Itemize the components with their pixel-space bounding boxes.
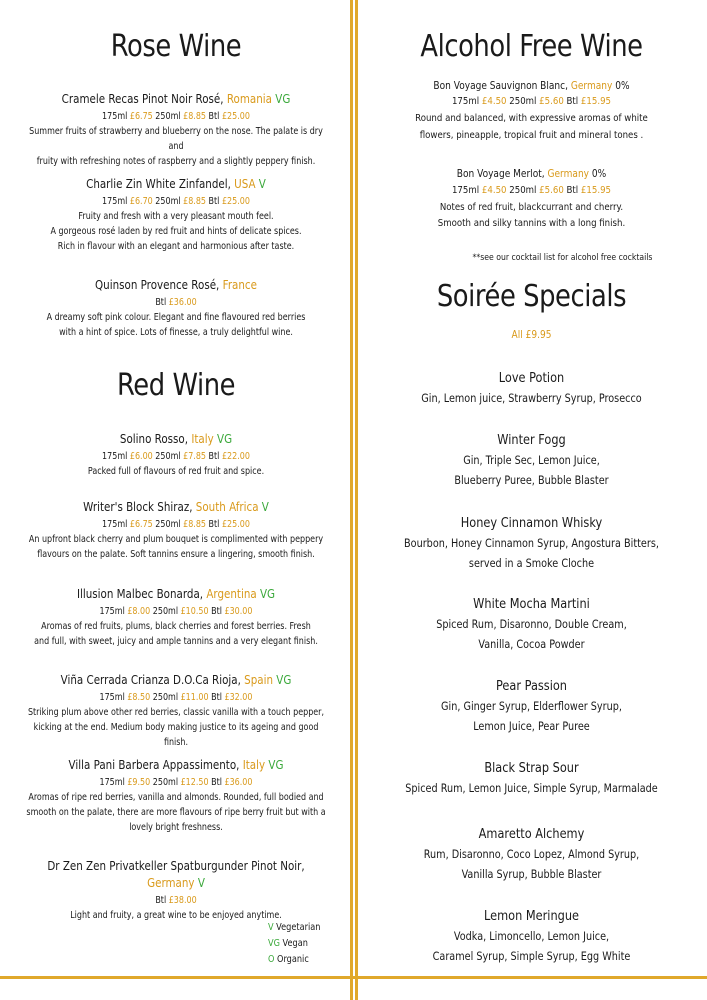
size-label: 250ml	[152, 519, 184, 530]
red-wine-item	[0, 586, 352, 649]
red-wine-item	[0, 499, 352, 562]
wine-description: and full, with sweet, juicy and ample tannins and a very elegant finish.	[34, 636, 318, 647]
rose-wine-heading: Rose Wine	[110, 29, 242, 64]
cocktail-name: White Mocha Martini	[473, 596, 590, 612]
cocktail-item	[356, 759, 707, 798]
alcohol-free-item	[356, 78, 707, 144]
price-value: £7.85	[183, 451, 207, 462]
cocktail-name: Love Potion	[498, 370, 565, 386]
size-label: Btl	[206, 451, 222, 462]
cocktail-ingredients: Spiced Rum, Lemon Juice, Simple Syrup, Marmalade	[405, 781, 658, 795]
price-value: £4.50	[481, 96, 507, 107]
diet-badge: VG	[276, 673, 292, 687]
price-value: £4.50	[481, 185, 507, 196]
wine-description: Smooth and silky tannins with a long finish.	[437, 218, 626, 229]
price-value: £5.60	[539, 96, 564, 107]
wine-name: Villa Pani Barbera Appassimento,	[68, 758, 243, 772]
red-wine-item	[0, 858, 352, 923]
cocktail-ingredients: Gin, Ginger Syrup, Elderflower Syrup,	[441, 699, 622, 713]
price-value: £9.50	[127, 777, 151, 788]
cocktail-item	[356, 514, 707, 573]
legend-label: Organic	[274, 954, 309, 965]
diet-badge: VG	[217, 432, 233, 446]
size-label: Btl	[155, 895, 169, 906]
wine-description: A gorgeous rosé laden by red fruit and hints of delicate spices.	[50, 226, 302, 237]
price-value: £6.75	[129, 519, 153, 530]
wine-description: Light and fruity, a great wine to be enjoyed anytime.	[70, 910, 282, 921]
cocktail-name: Winter Fogg	[497, 432, 566, 448]
size-label: 175ml	[451, 185, 482, 196]
price-value: £25.00	[221, 196, 250, 207]
price-value: £12.50	[180, 777, 209, 788]
cocktail-item	[356, 369, 707, 408]
wine-description: Fruity and fresh with a very pleasant mouth feel.	[78, 211, 274, 222]
price-value: £11.00	[180, 692, 209, 703]
diet-badge: VG	[259, 587, 276, 601]
cocktail-ingredients: Vanilla Syrup, Bubble Blaster	[461, 867, 602, 881]
wine-origin: Germany	[147, 876, 195, 890]
size-label: Btl	[563, 185, 581, 196]
rose-wine-item	[0, 91, 352, 169]
wine-description: with a hint of spice. Lots of finesse, a truly delightful wine.	[59, 327, 293, 338]
price-value: £8.85	[183, 519, 207, 530]
abv-label: 0%	[612, 80, 630, 92]
legend-key: V	[268, 922, 274, 933]
diet-badge: V	[261, 500, 269, 514]
wine-origin: Germany	[547, 168, 590, 180]
size-label: 250ml	[150, 777, 181, 788]
rose-wine-item	[0, 277, 352, 340]
size-label: Btl	[563, 96, 581, 107]
price-value: £5.60	[539, 185, 564, 196]
cocktail-ingredients: Gin, Lemon juice, Strawberry Syrup, Prosecco	[421, 391, 642, 405]
wine-description: Aromas of red fruits, plums, black cherries and forest berries. Fresh	[41, 621, 311, 632]
price-value: £32.00	[224, 692, 253, 703]
wine-name: Viña Cerrada Crianza D.O.Ca Rioja,	[60, 673, 245, 687]
wine-name: Charlie Zin White Zinfandel,	[86, 177, 235, 191]
price-value: £8.50	[127, 692, 151, 703]
legend-key: O	[268, 954, 275, 965]
price-value: £8.85	[183, 111, 207, 122]
wine-description: Notes of red fruit, blackcurrant and cherry.	[439, 202, 624, 213]
wine-origin: Spain	[244, 673, 273, 687]
rose-wine-item	[0, 176, 352, 254]
cocktail-item	[356, 907, 707, 966]
size-label: 250ml	[506, 185, 540, 196]
wine-description: lovely bright freshness.	[129, 822, 223, 833]
wine-description: Striking plum above other red berries, classic vanilla with a touch pepper,	[27, 707, 325, 718]
cocktail-name: Black Strap Sour	[484, 760, 579, 776]
cocktail-item	[356, 677, 707, 736]
wine-description: flavours on the palate. Soft tannins ensure a lingering, smooth finish.	[37, 549, 315, 560]
cocktail-ingredients: Caramel Syrup, Simple Syrup, Egg White	[432, 949, 631, 963]
wine-description: Packed full of flavours of red fruit and spice.	[87, 466, 265, 477]
cocktail-note: **see our cocktail list for alcohol free cocktails	[472, 253, 653, 263]
alcohol-free-heading: Alcohol Free Wine	[420, 29, 643, 64]
wine-description: An upfront black cherry and plum bouquet is complimented with peppery	[28, 534, 324, 545]
wine-origin: Italy	[191, 432, 214, 446]
cocktail-ingredients: Lemon Juice, Pear Puree	[473, 719, 590, 733]
abv-label: 0%	[589, 168, 607, 180]
diet-badge: V	[197, 876, 205, 890]
size-label: 175ml	[99, 606, 128, 617]
price-value: £15.95	[580, 185, 612, 196]
cocktail-name: Honey Cinnamon Whisky	[460, 515, 603, 531]
size-label: Btl	[208, 606, 225, 617]
price-value: £6.75	[129, 111, 153, 122]
cocktail-name: Amaretto Alchemy	[478, 826, 585, 842]
bottom-divider	[0, 976, 707, 979]
wine-origin: USA	[234, 177, 256, 191]
price-value: £25.00	[221, 519, 250, 530]
size-label: 250ml	[152, 196, 184, 207]
cocktail-item	[356, 431, 707, 490]
price-value: £6.70	[129, 196, 153, 207]
size-label: 175ml	[99, 692, 128, 703]
wine-description: Summer fruits of strawberry and blueberry on the nose. The palate is dry and	[29, 126, 323, 152]
wine-description: smooth on the palate, there are more flavours of ripe berry fruit but with a	[26, 807, 326, 818]
wine-description: Round and balanced, with expressive aromas of white	[415, 113, 648, 124]
red-wine-item	[0, 757, 352, 835]
size-label: Btl	[155, 297, 169, 308]
wine-name: Bon Voyage Sauvignon Blanc,	[433, 80, 571, 92]
cocktail-ingredients: Bourbon, Honey Cinnamon Syrup, Angostura Bitters,	[404, 536, 659, 550]
size-label: 250ml	[150, 692, 181, 703]
size-label: 250ml	[506, 96, 540, 107]
size-label: Btl	[208, 692, 225, 703]
diet-legend	[268, 920, 320, 968]
wine-name: Solino Rosso,	[119, 432, 192, 446]
size-label: 175ml	[102, 196, 130, 207]
wine-description: A dreamy soft pink colour. Elegant and fine flavoured red berries	[46, 312, 306, 323]
diet-badge: VG	[268, 758, 284, 772]
red-wine-heading: Red Wine	[116, 368, 236, 403]
legend-key: VG	[268, 938, 280, 949]
price-value: £6.00	[129, 451, 153, 462]
price-value: £22.00	[221, 451, 250, 462]
size-label: 250ml	[152, 111, 184, 122]
wine-description: fruity with refreshing notes of raspberry and a slightly peppery finish.	[36, 156, 316, 167]
cocktail-name: Lemon Meringue	[484, 908, 579, 924]
wine-name: Illusion Malbec Bonarda,	[76, 587, 207, 601]
price-value: £36.00	[168, 297, 197, 308]
cocktail-ingredients: Spiced Rum, Disaronno, Double Cream,	[436, 617, 627, 631]
size-label: 175ml	[102, 111, 130, 122]
price-value: £38.00	[168, 895, 197, 906]
size-label: Btl	[206, 519, 222, 530]
price-value: £25.00	[221, 111, 250, 122]
price-value: £30.00	[224, 606, 253, 617]
wine-name: Writer's Block Shiraz,	[83, 500, 196, 514]
wine-description: flowers, pineapple, tropical fruit and mineral tones .	[419, 130, 644, 141]
size-label: Btl	[208, 777, 225, 788]
wine-name: Quinson Provence Rosé,	[95, 278, 223, 292]
price-value: £36.00	[224, 777, 253, 788]
alcohol-free-item	[356, 166, 707, 232]
red-wine-item	[0, 431, 352, 479]
cocktail-ingredients: Blueberry Puree, Bubble Blaster	[454, 473, 609, 487]
size-label: Btl	[206, 111, 222, 122]
legend-label: Vegetarian	[273, 922, 321, 933]
price-value: £10.50	[180, 606, 209, 617]
diet-badge: V	[258, 177, 266, 191]
diet-badge: VG	[275, 92, 291, 106]
price-value: £8.00	[127, 606, 151, 617]
size-label: 175ml	[102, 519, 130, 530]
size-label: Btl	[206, 196, 222, 207]
soiree-price: All £9.95	[511, 329, 552, 341]
soiree-specials-heading: Soirée Specials	[436, 279, 627, 314]
price-value: £8.85	[183, 196, 207, 207]
price-value: £15.95	[580, 96, 612, 107]
wine-origin: Italy	[242, 758, 266, 772]
red-wine-item	[0, 672, 352, 750]
cocktail-name: Pear Passion	[495, 678, 568, 694]
size-label: 175ml	[99, 777, 128, 788]
wine-description: Rich in flavour with an elegant and harmonious after taste.	[57, 241, 295, 252]
wine-origin: Argentina	[206, 587, 257, 601]
size-label: 250ml	[150, 606, 181, 617]
size-label: 175ml	[451, 96, 482, 107]
wine-origin: Romania	[226, 92, 272, 106]
cocktail-ingredients: Gin, Triple Sec, Lemon Juice,	[463, 453, 600, 467]
cocktail-item	[356, 595, 707, 654]
cocktail-ingredients: Rum, Disaronno, Coco Lopez, Almond Syrup,	[423, 847, 640, 861]
wine-origin: South Africa	[195, 500, 259, 514]
wine-description: Aromas of ripe red berries, vanilla and almonds. Rounded, full bodied and	[28, 792, 324, 803]
wine-origin: Germany	[570, 80, 613, 92]
size-label: 250ml	[152, 451, 184, 462]
wine-name: Bon Voyage Merlot,	[456, 168, 548, 180]
wine-description: kicking at the end. Medium body making justice to its ageing and good finish.	[33, 722, 319, 748]
wine-name: Dr Zen Zen Privatkeller Spatburgunder Pinot Noir,	[47, 859, 305, 873]
wine-name: Cramele Recas Pinot Noir Rosé,	[61, 92, 227, 106]
size-label: 175ml	[102, 451, 130, 462]
legend-label: Vegan	[279, 938, 308, 949]
cocktail-item	[356, 825, 707, 884]
wine-origin: France	[222, 278, 257, 292]
cocktail-ingredients: served in a Smoke Cloche	[468, 556, 595, 570]
cocktail-ingredients: Vanilla, Cocoa Powder	[478, 637, 585, 651]
cocktail-ingredients: Vodka, Limoncello, Lemon Juice,	[453, 929, 610, 943]
